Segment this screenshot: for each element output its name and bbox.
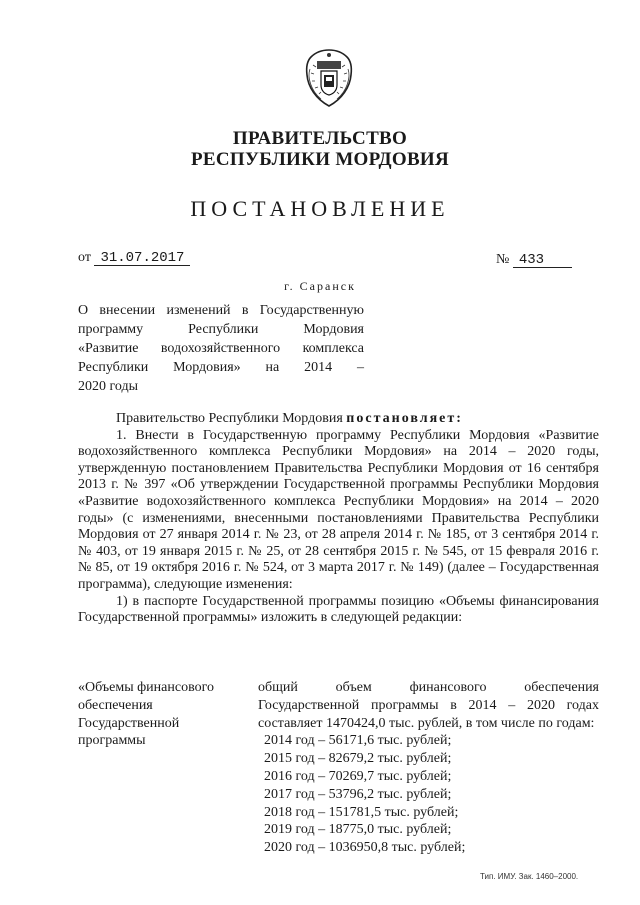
funding-year-row: 2015 год – 82679,2 тыс. рублей; [264, 751, 452, 767]
decree-date [78, 250, 190, 266]
funding-details [258, 679, 599, 857]
paragraph-1: 1. Внести в Государственную программу Республики Мордовия «Развитие водохозяйственного комплекса Республики Мордовия» на 2014 – 2020 годы, утвержденную постановлением Правительства Республики Мордовия от 16 сентября 2013 г. № 397 «Об утверждении Государственной программы Республики Мордовия «Развитие водохозяйственного комплекса Республики Мордовия» на 2014 – 2020 годы» (с изменениями, внесенными постановлениями Правительства Республики Мордовия от 27 января 2014 г. № 23, от 28 апреля 2014 г. № 185, от 3 сентября 2014 г. № 403, от 19 января 2015 г. № 25, от 28 сентября 2015 г. № 545, от 15 февраля 2016 г. № 85, от 19 октября 2016 г. № 524, от 3 марта 2017 г. № 149) (далее – Государственная программа), следующие изменения: [78, 427, 599, 592]
funding-year-row: 2018 год – 151781,5 тыс. рублей; [264, 804, 459, 820]
city-name: г. Саранск [284, 279, 356, 293]
funding-summary: общий объем финансового обеспечения Государственной программы в 2014 – 2020 годах составляет 1470424,0 тыс. рублей, в том числе по годам: [258, 680, 599, 731]
title-line: «Развитие водохозяйственного комплекса [78, 341, 364, 356]
funding-year-row: 2016 год – 70269,7 тыс. рублей; [264, 768, 452, 784]
decree-body [78, 411, 599, 627]
print-note: Тип. ИМУ. Зак. 1460–2000. [480, 872, 579, 881]
intro-subject: Правительство Республики Мордовия [116, 411, 347, 426]
funding-year-row: 2019 год – 18775,0 тыс. рублей; [264, 822, 452, 838]
date-value: 31.07.2017 [94, 251, 190, 266]
number-prefix: № [496, 252, 510, 267]
intro-paragraph [78, 411, 599, 428]
decree-heading: ПОСТАНОВЛЕНИЕ [190, 196, 450, 221]
title-line: 2020 годы [78, 379, 139, 394]
number-value: 433 [513, 253, 572, 268]
title-line: программу Республики Мордовия [78, 322, 364, 337]
funding-year-row: 2020 год – 1036950,8 тыс. рублей; [264, 840, 466, 856]
government-name-line1: ПРАВИТЕЛЬСТВО [232, 128, 408, 149]
label-line: Государственной [78, 715, 180, 731]
label-line: «Объемы финансового [78, 680, 214, 695]
funding-year-row: 2014 год – 56171,6 тыс. рублей; [264, 733, 452, 749]
title-line: Республики Мордовия» на 2014 – [78, 360, 364, 375]
funding-label [78, 679, 248, 750]
funding-year-row: 2017 год – 53796,2 тыс. рублей; [264, 786, 452, 802]
date-prefix: от [78, 250, 91, 265]
government-name-line2: РЕСПУБЛИКИ МОРДОВИЯ [190, 149, 450, 170]
coat-of-arms-emblem [301, 47, 357, 109]
title-line: О внесении изменений в Государственную [78, 303, 364, 318]
decree-title [78, 301, 364, 396]
intro-verb: постановляет: [346, 411, 463, 426]
paragraph-2: 1) в паспорте Государственной программы позицию «Объемы финансирования Государственной программы» изложить в следующей редакции: [78, 593, 599, 626]
decree-number [496, 252, 572, 268]
label-line: программы [78, 733, 146, 749]
label-line: обеспечения [78, 697, 153, 713]
